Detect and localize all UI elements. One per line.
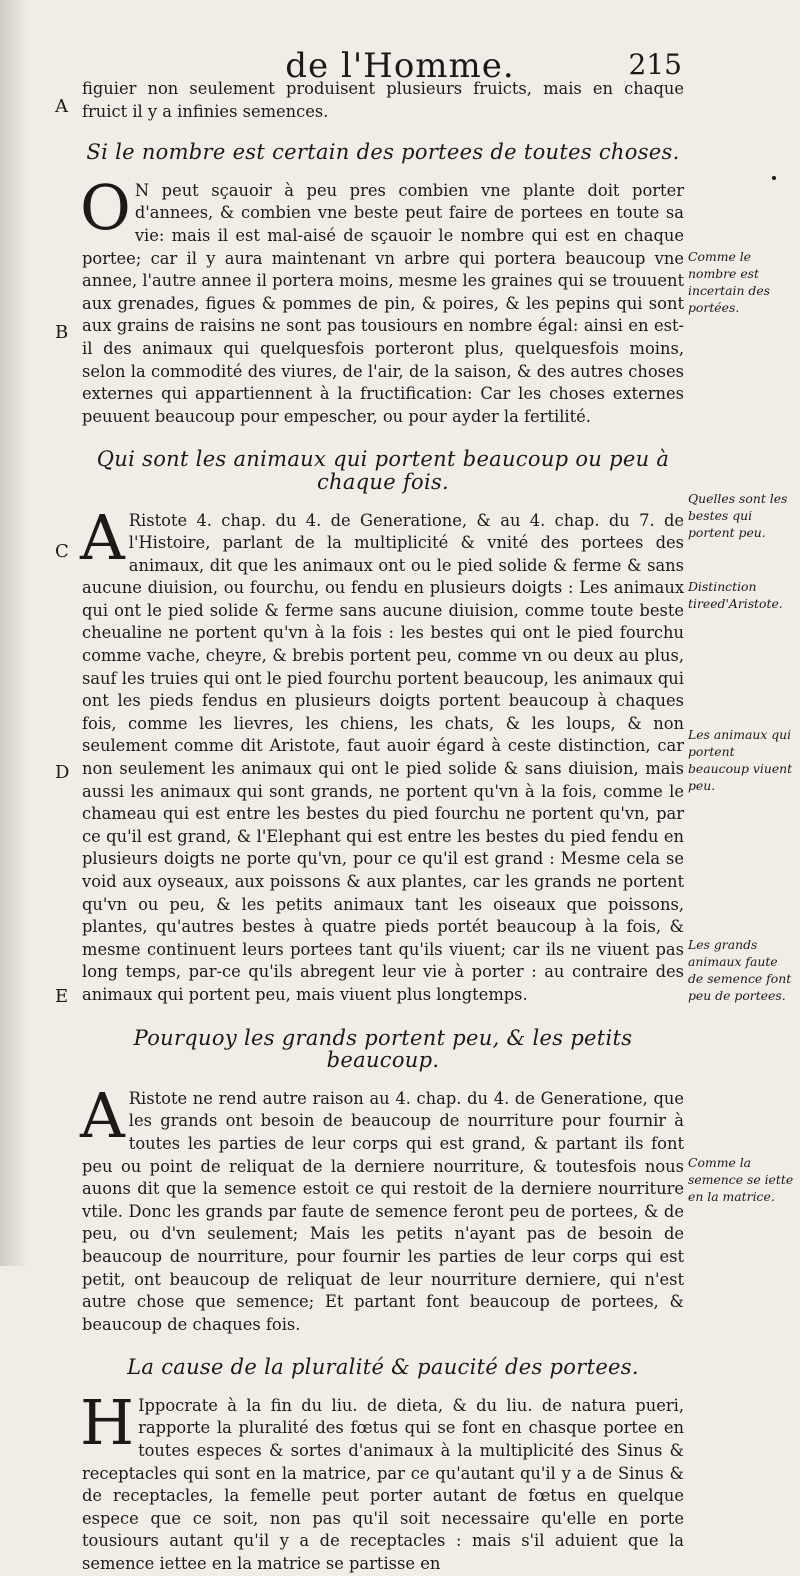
page-binding-shadow <box>0 0 28 1266</box>
ink-speck <box>772 176 776 180</box>
margin-note-5: Les grands animaux faute de semence font peu de portees. <box>688 937 792 1003</box>
drop-cap: H <box>80 1385 135 1459</box>
drop-cap: A <box>80 1078 125 1152</box>
margin-note-1: Comme le nombre est incertain des portées. <box>688 249 771 315</box>
drop-cap: A <box>80 500 125 574</box>
section-heading-4: La cause de la pluralité & paucité des portees. <box>127 1355 639 1380</box>
paragraph-1 <box>80 170 684 429</box>
margin-marker-a: A <box>55 96 68 117</box>
paragraph-continuation: figuier non seulement produisent plusieurs fruicts, mais en chaque fruict il y a infinies semences. <box>82 79 684 121</box>
section-heading-3: Pourquoy les grands portent peu, & les petits beaucoup. <box>133 1025 633 1073</box>
paragraph-text: Ristote ne rend autre raison au 4. chap. du 4. de Generatione, que les grands ont besoin de beaucoup de nourriture pour fournir à toutes les parties de leur corps qui est grand, & partant ils font peu ou point de reliquat de la derniere nourriture, & toutesfois nous auons dit que la semence estoit ce qui restoit de la derniere nourriture vtile. Donc les grands par faute de semence feront peu de portees, & de peu, ou d'vn seulement; Mais les petits n'ayant pas de besoin de beaucoup de nourriture, pour fournir les parties de leur corps qui est petit, ont beaucoup de reliquat de leur nourriture derniere, qui n'est autre chose que semence; Et partant font beaucoup de portees, & beaucoup de chaques fois. <box>82 1088 684 1334</box>
paragraph-text: N peut sçauoir à peu pres combien vne plante doit porter d'annees, & combien vne beste peut faire de portees en toute sa vie: mais il est mal-aisé de sçauoir le nombre qui est en chaque portee; car il y aura maintenant vn arbre qui portera beaucoup vne annee, l'autre annee il portera moins, mesme les graines qui se trouuent aux grenades, figues & pommes de pin, & poires, & les pepins qui sont aux grains de raisins ne sont pas tousiours en nombre égal: ainsi en est-il des animaux qui quelquesfois porteront plus, quelquesfois moins, selon la commodité des viures, de l'air, de la saison, & des autres choses externes qui appartiennent à la fructification: Car les choses externes peuuent beaucoup pour empescher, ou pour ayder la fertilité. <box>82 180 684 426</box>
margin-note-2: Quelles sont les bestes qui portent peu. <box>688 491 788 540</box>
margin-marker-b: B <box>55 322 69 343</box>
running-head: de l'Homme. <box>285 46 515 86</box>
margin-marker-c: C <box>55 541 69 562</box>
margin-marker-e: E <box>55 986 69 1007</box>
page-number: 215 <box>628 48 682 81</box>
paragraph-2 <box>80 500 684 1007</box>
margin-note-3: Distinction tireed'Aristote. <box>688 579 783 611</box>
paragraph-text: Ristote 4. chap. du 4. de Generatione, & au 4. chap. du 7. de l'Histoire, parlant de la multiplicité & vnité des portees des animaux, dit que les animaux ont ou le pied solide & ferme & sans aucune diuision, ou fourchu, ou fendu en plusieurs doigts : Les animaux qui ont le pied solide & ferme sans aucune diuision, comme toute beste cheualine ne portent qu'vn à la fois : les bestes qui ont le pied fourchu comme vache, cheyre, & brebis portent peu, comme vn ou deux au plus, sauf les truies qui ont le pied fourchu portent beaucoup, les animaux qui ont les pieds fendus en plusieurs doigts portent beaucoup à chaques fois, comme les lievres, les chiens, les chats, & les loups, & non seulement comme dit Aristote, faut auoir égard à ceste distinction, car non seulement les animaux qui ont le pied solide & sans diuision, mais aussi les animaux qui sont grands, ne portent qu'vn à la fois, comme le chameau qui est entre les bestes du pied fourchu ne portent qu'vn, par ce qu'il est grand, & l'Elephant qui est entre les bestes du pied fendu en plusieurs doigts ne porte qu'vn, pour ce qu'il est grand : Mesme cela se void aux oyseaux, aux poissons & aux plantes, car les grands ne portent qu'vn ou peu, & les petits animaux tant les oiseaux que poissons, plantes, qu'autres bestes à quatre pieds portét beaucoup à la fois, & mesme continuent leurs portees tant qu'ils viuent; car ils ne viuent pas long temps, par-ce qu'ils abregent leur vie à porter : au contraire des animaux qui portent peu, mais viuent plus longtemps. <box>82 510 684 1004</box>
main-text <box>82 78 684 1576</box>
paragraph-4 <box>80 1385 684 1576</box>
drop-cap: O <box>80 170 131 244</box>
paragraph-3 <box>80 1078 684 1337</box>
margin-marker-d: D <box>55 762 70 783</box>
section-heading-1: Si le nombre est certain des portees de toutes choses. <box>86 140 680 165</box>
paragraph-text: Ippocrate à la fin du liu. de dieta, & du liu. de natura pueri, rapporte la pluralité des fœtus qui se font en chasque portee en toutes especes & sortes d'animaux à la multiplicité des Sinus & receptacles qui sont en la matrice, par ce qu'autant qu'il y a de Sinus & de receptacles, la femelle peut porter autant de fœtus en quelque espece que ce soit, non pas qu'il soit necessaire qu'elle en porte tousiours autant qu'il y a de receptacles : mais s'il aduient que la semence iettee en la matrice se partisse en <box>82 1395 684 1574</box>
section-heading-2: Qui sont les animaux qui portent beaucoup ou peu à chaque fois. <box>96 447 670 494</box>
margin-note-6: Comme la semence se iette en la matrice. <box>688 1155 794 1204</box>
margin-note-4: Les animaux qui portent beaucoup viuent peu. <box>688 727 793 793</box>
